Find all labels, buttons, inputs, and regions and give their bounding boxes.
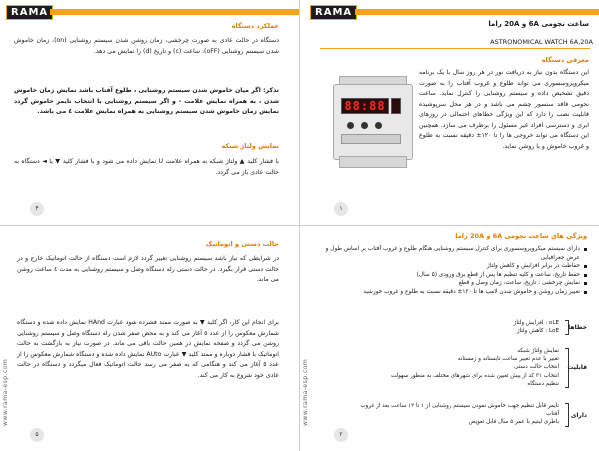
list-item: تغییر زمان روشن و خاموش شدن لامپ ها تا ۱۲۰± دقیقه نسبت به طلوع و غروب خورشید bbox=[325, 288, 587, 297]
device-bottom-terminal bbox=[339, 156, 407, 168]
capability-item: نمایش ولتاژ شبکه bbox=[517, 348, 559, 354]
section-heading: عملکرد دستگاه bbox=[231, 22, 279, 30]
page-2 bbox=[300, 226, 599, 451]
has-group bbox=[359, 402, 559, 427]
rama-logo: RAMA bbox=[310, 5, 357, 20]
has-item: باطری لیتیم با عمر ۵ سال قابل تعویض bbox=[468, 419, 559, 426]
has-item: تایمر قابل تنظیم جهت خاموش نمودن سیستم روشنایی از ۱ تا ۱۲ ساعت بعد از غروب آفتاب bbox=[360, 403, 559, 418]
error-item: oLE : افزایش ولتاژ bbox=[513, 320, 559, 326]
title-rule bbox=[320, 48, 590, 49]
page-title: ساعت نجومی 6A و 20A راما bbox=[488, 20, 589, 28]
page-number: ۲ bbox=[334, 428, 348, 442]
note-paragraph: تذکر: اگر میان خاموش شدن سیستم روشنایی ، طلوع آفتاب باشد نمایش زمان خاموش شدن ، به همراه نمایش علامت - و اگر سیستم روشنایی با انتخاب تایمر خاموش گردد نمایش زمان خاموش شدن سیستم روشنایی به همراه نمایش علامت ٤ می باشد. bbox=[14, 87, 279, 115]
features-list bbox=[325, 245, 587, 297]
page-number: ۴ bbox=[30, 202, 44, 216]
device-body bbox=[333, 84, 413, 160]
device-label-plate bbox=[341, 134, 401, 144]
list-item: حفاظت در برابر افزایش و کاهش ولتاژ bbox=[325, 262, 587, 271]
errors-label: خطاها bbox=[568, 324, 587, 331]
paragraph: با فشار کلید ▲ ولتاژ شبکه به همراه علامت U نمایش داده می شود و با فشار کلید ▼ یا ◄ دستگاه به حالت عادی باز می گردد. bbox=[14, 158, 279, 176]
orange-header-bar bbox=[50, 9, 299, 15]
brace bbox=[565, 403, 569, 427]
list-item: نمایش چرخشی : تاریخ، ساعت، زمان وصل و قطع bbox=[325, 279, 587, 288]
capabilities-group bbox=[379, 347, 559, 388]
device-display-digits: 88:88 bbox=[344, 99, 386, 113]
device-button bbox=[375, 122, 382, 129]
device-display bbox=[341, 98, 389, 114]
error-item: LoE : کاهش ولتاژ bbox=[516, 328, 559, 335]
capability-item: تغییر با عدم تغییر ساعت تابستانه و زمستانه bbox=[457, 356, 559, 363]
device-button bbox=[347, 122, 354, 129]
page-5 bbox=[0, 226, 299, 451]
list-item: دارای سیستم میکروپروسسوری برای کنترل سیستم روشنایی هنگام طلوع و غروب آفتاب بر اساس طول و عرض جغرافیایی bbox=[325, 245, 587, 262]
paragraph: در شرایطی که نیاز باشد سیستم روشنایی تغییر گردد لازم است دستگاه از حالت اتوماتیک خارج و در حالت دستی قرار بگیرد. در حالت دستی رله دستگاه وصل و سیستم روشنایی به مدت ٤ ساعت روشن می ماند. bbox=[17, 255, 279, 283]
paragraph: برای انجام این کار، اگر کلید ▼ به صورت ممتد فشرده شود عبارت HAnd نمایش داده شده و دستگاه شمارش معکوس را از عدد ٥ آغاز می کند و به محض صفر شدن رله دستگاه وصل و سیستم روشنایی روشن می گردد و صفحه نمایش در همین حالت باقی می ماند. در صورت نیاز به بازگشت به حالت اتوماتیک با فشار دوباره و ممتد کلید ▼ عبارت AUto نمایش داده شده و دستگاه شمارش معکوس را از عدد ٥ آغاز می کند و هنگامی که به صفر می رسد حالت اتوماتیک فعال میگردد و دستگاه در حالت عادی خود شروع به کار می کند. bbox=[17, 319, 279, 379]
has-label: دارای bbox=[570, 412, 587, 419]
section-heading: حالت دستی و اتوماتیک bbox=[205, 240, 279, 248]
errors-group bbox=[439, 319, 559, 335]
intro-paragraph: این دستگاه بدون نیاز به دریافت نور در هر روز سال با یک برنامه میکروپروسسوری می تواند طلوع و غروب آفتاب را به صورت دقیق تشخیص داده و سیستم روشنایی را کنترل نماید. ساعت نجومی فاقد سنسور چشم می باشد و در هر محل سرپوشیده قابلیت نصب را دارد که این ویژگی خطاهای احتمالی در روزهای ابری و دسترسی افراد غیر مسئول را برطرف می سازد. همچنین این دستگاه می تواند خروجی ها را تا ۱۲۰± دقیقه نسبت به طلوع و غروب خاموش و یا روشن نماید. bbox=[419, 69, 589, 150]
astronomical-watch-device-image bbox=[327, 76, 419, 168]
capability-item: انتخاب حالت دستی bbox=[514, 364, 559, 371]
list-item: حفظ تاریخ، ساعت و کلیه تنظیم ها پس از قطع برق ورودی (۵ سال) bbox=[325, 271, 587, 280]
device-small-display bbox=[391, 98, 401, 114]
page-subtitle: ASTRONOMICAL WATCH 6A,20A bbox=[490, 38, 593, 46]
website-side-label: www.rama-esp.com bbox=[302, 358, 309, 426]
orange-header-bar bbox=[355, 9, 599, 15]
capability-item: انتخاب ۳۱ کد از پیش تعیین شده برای شهرهای مختلف به منظور سهولت تنظیم دستگاه bbox=[390, 372, 559, 387]
website-side-label: www.rama-esp.com bbox=[2, 358, 9, 426]
device-button bbox=[361, 122, 368, 129]
page-4 bbox=[0, 0, 299, 225]
rama-logo: RAMA bbox=[6, 5, 53, 20]
capabilities-label: قابلیت bbox=[567, 364, 587, 371]
page-number: ۵ bbox=[30, 428, 44, 442]
paragraph: دستگاه در حالت عادی به صورت چرخشی، زمان روشن شدن سیستم روشنایی (on)، زمان خاموش شدن سیستم روشنایی (oFF)، ساعت (c) و تاریخ (d) را نمایش می دهد. bbox=[14, 37, 279, 55]
section-heading: ویژگی های ساعت نجومی 6A و 20A راما bbox=[455, 232, 587, 240]
page-number: ۱ bbox=[334, 202, 348, 216]
sub-heading: نمایش ولتاژ شبکه bbox=[221, 142, 279, 150]
section-heading: معرفی دستگاه bbox=[541, 56, 589, 64]
